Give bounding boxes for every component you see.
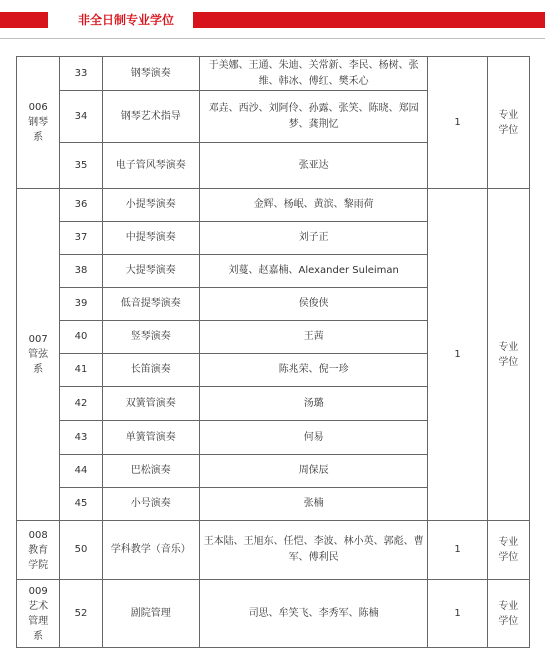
supervisor-names: 张楠 bbox=[199, 488, 427, 521]
major-name: 钢琴演奏 bbox=[102, 57, 199, 91]
major-name: 电子管风琴演奏 bbox=[102, 143, 199, 189]
major-number: 40 bbox=[60, 321, 102, 354]
department-cell bbox=[17, 189, 60, 521]
department-code: 006 bbox=[28, 102, 48, 113]
major-name: 剧院管理 bbox=[102, 580, 199, 648]
table-row bbox=[17, 189, 530, 222]
degree-type-line: 专业 bbox=[498, 537, 519, 548]
major-number: 43 bbox=[60, 421, 102, 455]
department-name-line: 管理 bbox=[28, 615, 49, 627]
department-code: 007 bbox=[28, 334, 48, 345]
department-name-line: 教育 bbox=[28, 544, 49, 556]
department-code: 008 bbox=[28, 529, 48, 541]
major-name: 低音提琴演奏 bbox=[102, 288, 199, 321]
major-number: 38 bbox=[60, 255, 102, 288]
department-name-line: 钢琴 bbox=[28, 117, 49, 128]
major-name: 竖琴演奏 bbox=[102, 321, 199, 354]
degree-type-line: 专业 bbox=[498, 600, 519, 612]
department-name-line: 管弦 bbox=[28, 349, 49, 360]
supervisor-names: 周保辰 bbox=[199, 455, 427, 488]
major-number: 50 bbox=[60, 521, 102, 580]
degree-type-line: 学位 bbox=[498, 615, 519, 627]
count-cell: 1 bbox=[428, 57, 487, 189]
department-code: 009 bbox=[28, 585, 48, 597]
department-name-line: 艺术 bbox=[28, 600, 49, 612]
supervisor-names: 于美娜、王通、朱迪、关常新、李民、杨树、张维、韩冰、傅红、樊禾心 bbox=[199, 57, 427, 91]
major-name: 学科教学（音乐） bbox=[102, 521, 199, 580]
major-name: 中提琴演奏 bbox=[102, 222, 199, 255]
major-number: 34 bbox=[60, 91, 102, 143]
major-number: 44 bbox=[60, 455, 102, 488]
major-number: 36 bbox=[60, 189, 102, 222]
degree-type-line: 学位 bbox=[498, 552, 519, 563]
supervisor-table bbox=[16, 56, 530, 648]
count-cell: 1 bbox=[428, 580, 487, 648]
degree-type-cell bbox=[487, 580, 529, 648]
major-number: 37 bbox=[60, 222, 102, 255]
degree-type-line: 学位 bbox=[498, 356, 519, 368]
section-header bbox=[0, 10, 545, 30]
supervisor-names: 刘子正 bbox=[199, 222, 427, 255]
supervisor-names: 金辉、杨岷、黄滨、黎雨荷 bbox=[199, 189, 427, 222]
department-cell bbox=[17, 521, 60, 580]
major-name: 小提琴演奏 bbox=[102, 189, 199, 222]
supervisor-names: 王本陆、王旭东、任恺、李波、林小英、郭彪、曹军、傅利民 bbox=[199, 521, 427, 580]
supervisor-names: 刘蔓、赵嘉楠、Alexander Suleiman bbox=[199, 255, 427, 288]
major-number: 35 bbox=[60, 143, 102, 189]
degree-type-line: 专业 bbox=[498, 341, 519, 353]
supervisor-names: 侯俊侠 bbox=[199, 288, 427, 321]
major-number: 33 bbox=[60, 57, 102, 91]
table-row bbox=[17, 521, 530, 580]
degree-type-line: 学位 bbox=[498, 124, 519, 136]
count-cell: 1 bbox=[428, 521, 487, 580]
header-bar-left bbox=[0, 12, 48, 28]
degree-type-cell bbox=[487, 189, 529, 521]
major-name: 巴松演奏 bbox=[102, 455, 199, 488]
department-cell bbox=[17, 57, 60, 189]
major-name: 双簧管演奏 bbox=[102, 387, 199, 421]
count-cell: 1 bbox=[428, 189, 487, 521]
department-name-line: 系 bbox=[33, 364, 44, 375]
degree-type-line: 专业 bbox=[498, 109, 519, 121]
table-row bbox=[17, 580, 530, 648]
major-name: 长笛演奏 bbox=[102, 354, 199, 387]
major-number: 39 bbox=[60, 288, 102, 321]
major-number: 41 bbox=[60, 354, 102, 387]
department-name-line: 系 bbox=[33, 630, 44, 642]
department-name-line: 学院 bbox=[28, 559, 49, 571]
table-row bbox=[17, 57, 530, 91]
major-name: 小号演奏 bbox=[102, 488, 199, 521]
degree-type-cell bbox=[487, 521, 529, 580]
section-title: 非全日制专业学位 bbox=[78, 13, 175, 27]
header-bar-right bbox=[193, 12, 545, 28]
major-number: 42 bbox=[60, 387, 102, 421]
major-name: 大提琴演奏 bbox=[102, 255, 199, 288]
degree-type-cell bbox=[487, 57, 529, 189]
supervisor-names: 邓垚、西沙、刘阿伶、孙露、张笑、陈晓、郑园梦、龚荆忆 bbox=[199, 91, 427, 143]
major-name: 钢琴艺术指导 bbox=[102, 91, 199, 143]
supervisor-names: 司思、牟笑飞、李秀军、陈楠 bbox=[199, 580, 427, 648]
department-name-line: 系 bbox=[33, 132, 44, 143]
supervisor-names: 汤璐 bbox=[199, 387, 427, 421]
major-number: 52 bbox=[60, 580, 102, 648]
supervisor-names: 王茜 bbox=[199, 321, 427, 354]
supervisor-names: 陈兆荣、倪一珍 bbox=[199, 354, 427, 387]
supervisor-names: 张亚达 bbox=[199, 143, 427, 189]
department-cell bbox=[17, 580, 60, 648]
divider bbox=[0, 38, 545, 39]
major-name: 单簧管演奏 bbox=[102, 421, 199, 455]
supervisor-names: 何易 bbox=[199, 421, 427, 455]
major-number: 45 bbox=[60, 488, 102, 521]
